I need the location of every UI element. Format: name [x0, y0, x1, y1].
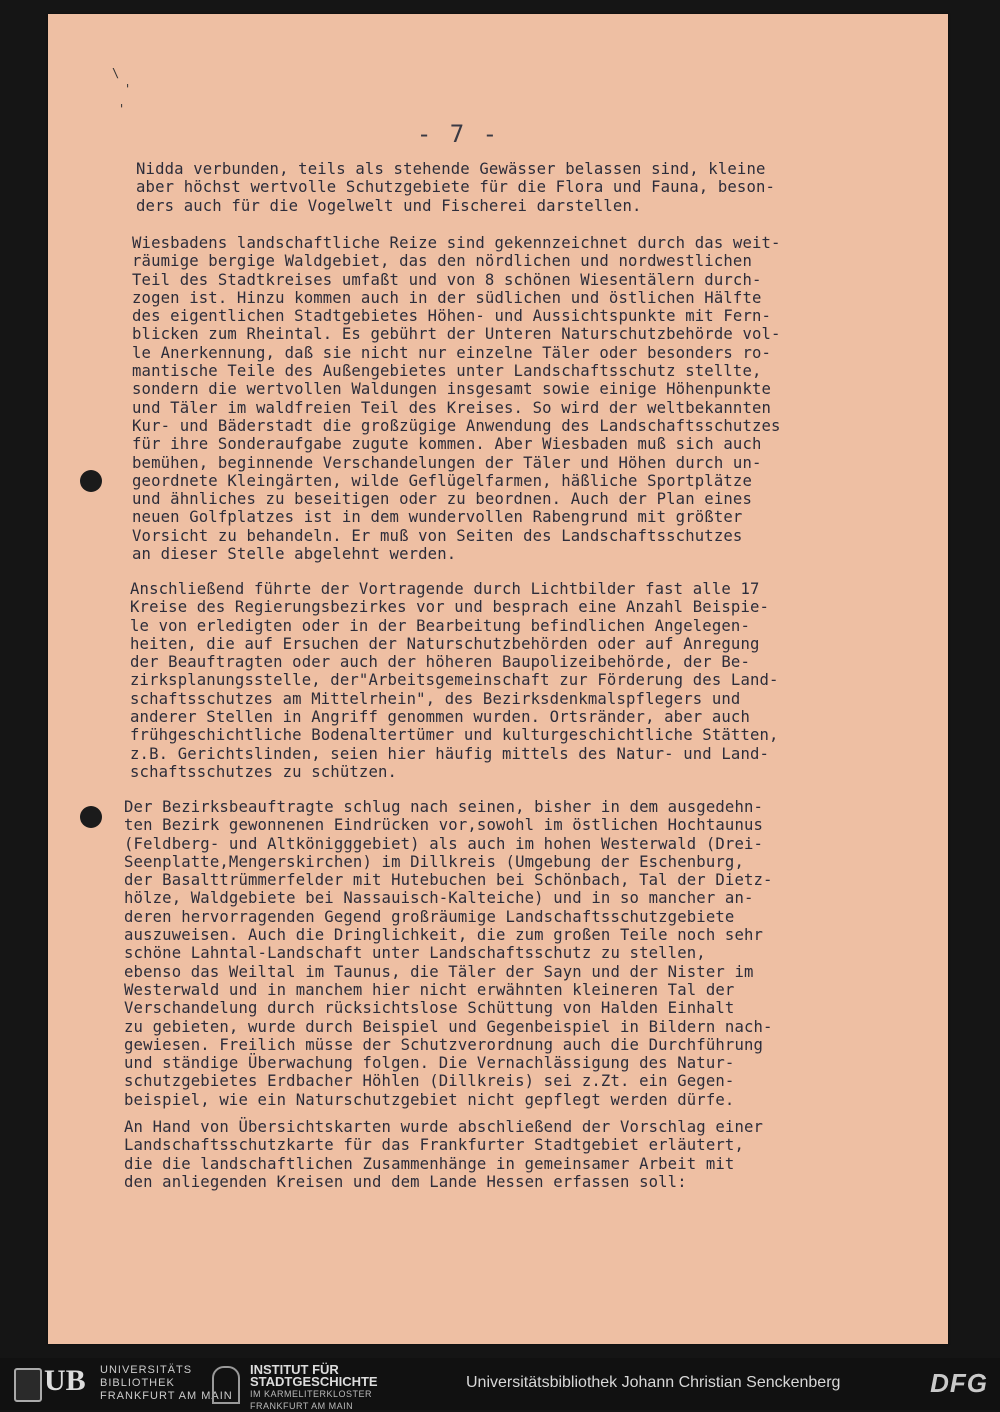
ub-line: BIBLIOTHEK [100, 1377, 175, 1389]
paragraph-5: An Hand von Übersichtskarten wurde abschließend der Vorschlag einer Landschaftsschutzkarte für das Frankfurter Stadtgebiet erläutert, die die landschaftlichen Zusammenhänge in gemeinsamer Arbeit mit den anliegenden Kreisen und dem Lande Hessen erfassen soll: [124, 1118, 764, 1191]
institute-line: IM KARMELITERKLOSTER [250, 1389, 373, 1399]
punch-hole [80, 470, 102, 492]
scan-mark: ' [118, 102, 126, 116]
library-name[interactable]: Universitätsbibliothek Johann Christian Senckenberg [466, 1374, 841, 1391]
paragraph-1: Nidda verbunden, teils als stehende Gewässer belassen sind, kleine aber höchst wertvolle Schutzgebiete für die Flora und Fauna, beson- ders auch für die Vogelwelt und Fischerei darstellen. [136, 160, 776, 215]
ub-logo-icon[interactable] [14, 1368, 42, 1402]
scan-mark: ' [124, 82, 132, 96]
paragraph-3: Anschließend führte der Vortragende durch Lichtbilder fast alle 17 Kreise des Regierungsbezirkes vor und besprach eine Anzahl Beispie- le von erledigten oder in der Bearbeitung befindlichen Angelegen- heiten, die auf Ersuchen der Naturschutzbehörden oder auf Anregung der Beauftragten oder auch der höheren Baupolizeibehörde, der Be- zirksplanungsstelle, der"Arbeitsgemeinschaft zur Förderung des Land- schaftsschutzes am Mittelrhein", des Bezirksdenkmalspflegers und anderer Stellen in Angriff genommen wurden. Ortsränder, aber auch frühgeschichtliche Bodenaltertümer und kulturgeschichtliche Stätten, z.B. Gerichtslinden, seien hier häufig mittels des Natur- und Land- schaftsschutzes zu schützen. [130, 580, 779, 781]
document-page [48, 14, 948, 1344]
institute-line: STADTGESCHICHTE [250, 1374, 378, 1389]
paragraph-4: Der Bezirksbeauftragte schlug nach seinen, bisher in dem ausgedehn- ten Bezirk gewonnenen Eindrücken vor,sowohl im östlichen Hochtaunus (Feldberg- und Altkönigggebiet) als auch im hohen Westerwald (Drei- Seenplatte,Mengerskirchen) im Dillkreis (Umgebung der Eschenburg, der Basalttrümmerfelder mit Hutebuchen bei Schönbach, Tal der Dietz- hölze, Waldgebiete bei Nassauisch-Kalteiche) und in so mancher an- deren hervorragenden Gegend großräumige Landschaftsschutzgebiete auszuweisen. Auch die Dringlichkeit, die zum großen Teile noch sehr schöne Lahntal-Landschaft unter Landschaftsschutz zu stellen, ebenso das Weiltal im Taunus, die Täler der Sayn und der Nister im Westerwald und in manchem hier nicht erwähnten kleineren Tal der Verschandelung durch rücksichtslose Schüttung von Halden Einhalt zu gebieten, wurde durch Beispiel und Gegenbeispiel in Bildern nach- gewiesen. Freilich müsse der Schutzverordnung auch die Durchführung und ständige Überwachung folgen. Die Vernachlässigung des Natur- schutzgebietes Erdbacher Höhlen (Dillkreis) sei z.Zt. ein Gegen- beispiel, wie ein Naturschutzgebiet nicht gepflegt werden dürfe. [124, 798, 773, 1109]
ub-mark: UB [44, 1364, 86, 1397]
dfg-logo[interactable]: DFG [930, 1368, 988, 1398]
ub-line: FRANKFURT AM MAIN [100, 1390, 233, 1402]
institute-line: INSTITUT FÜR [250, 1362, 339, 1377]
scan-mark: \ [112, 66, 120, 80]
page-number: - 7 - [416, 120, 500, 148]
footer-bar [0, 1358, 1000, 1410]
paragraph-2: Wiesbadens landschaftliche Reize sind gekennzeichnet durch das weit- räumige bergige Waldgebiet, das den nördlichen und nordwestlichen Teil des Stadtkreises umfaßt und von 8 schönen Wiesentälern durch- zogen ist. Hinzu kommen auch in der südlichen und östlichen Hälfte des eigentlichen Stadtgebietes Höhen- und Aussichtspunkte mit Fern- blicken zum Rheintal. Es gebührt der Unteren Naturschutzbehörde vol- le Anerkennung, daß sie nicht nur einzelne Täler oder besonders ro- mantische Teile des Außengebietes unter Landschaftsschutz stellte, sondern die wertvollen Waldungen insgesamt sowie einige Höhenpunkte und Täler im waldfreien Teil des Kreises. So wird der weltbekannten Kur- und Bäderstadt die großzügige Anwendung des Landschaftsschutzes für ihre Sonderaufgabe zugute kommen. Aber Wiesbaden muß sich auch bemühen, beginnende Verschandelungen der Täler und Höhen durch un- geordnete Kleingärten, wilde Geflügelfarmen, häßliche Sportplätze und ähnliches zu beseitigen oder zu beordnen. Auch der Plan eines neuen Golfplatzes ist in dem wundervollen Rabengrund mit größter Vorsicht zu behandeln. Er muß von Seiten des Landschaftsschutzes an dieser Stelle abgelehnt werden. [132, 234, 781, 564]
punch-hole [80, 806, 102, 828]
institute-text[interactable] [250, 1364, 378, 1412]
institute-line: FRANKFURT AM MAIN [250, 1401, 354, 1411]
ub-line: UNIVERSITÄTS [100, 1364, 193, 1376]
institute-logo-icon[interactable] [212, 1366, 240, 1404]
